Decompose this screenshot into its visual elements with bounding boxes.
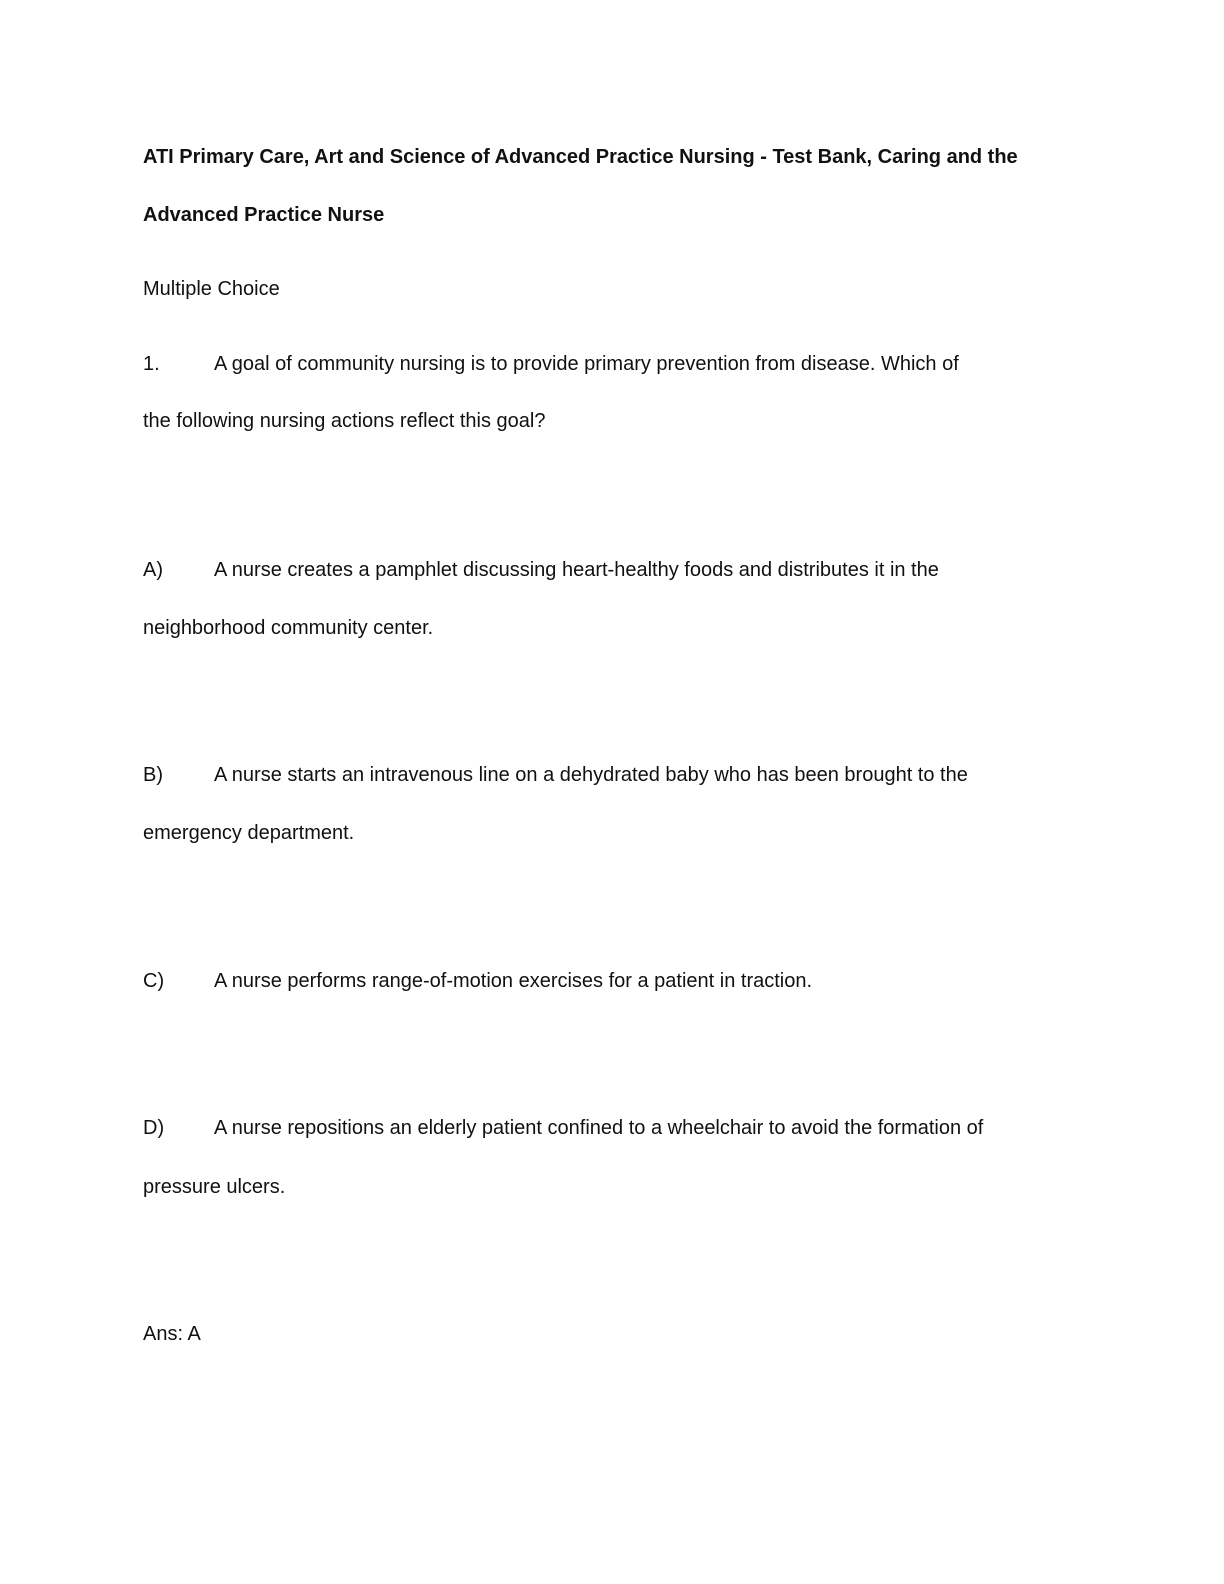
option-text-line-2: emergency department. — [143, 822, 355, 844]
question-text-line-2: the following nursing actions reflect this goal? — [143, 410, 546, 432]
answer-key: Ans: A — [143, 1323, 201, 1345]
option-label: D) — [143, 1117, 165, 1139]
option-label: A) — [143, 559, 163, 581]
option-text-line-2: pressure ulcers. — [143, 1176, 286, 1198]
section-heading: Multiple Choice — [143, 278, 280, 300]
question-text-line-1: A goal of community nursing is to provide primary prevention from disease. Which of — [214, 353, 959, 375]
option-text-line-1: A nurse creates a pamphlet discussing heart-healthy foods and distributes it in the — [214, 559, 939, 581]
option-label: C) — [143, 970, 165, 992]
document-title-line-2: Advanced Practice Nurse — [143, 204, 385, 226]
option-text-line-1: A nurse repositions an elderly patient confined to a wheelchair to avoid the formation of — [214, 1117, 984, 1139]
option-text-line-1: A nurse performs range-of-motion exercises for a patient in traction. — [214, 970, 813, 992]
question-number: 1. — [143, 353, 160, 375]
option-text-line-1: A nurse starts an intravenous line on a dehydrated baby who has been brought to the — [214, 764, 968, 786]
option-label: B) — [143, 764, 163, 786]
option-text-line-2: neighborhood community center. — [143, 617, 434, 639]
document-title-line-1: ATI Primary Care, Art and Science of Advanced Practice Nursing - Test Bank, Caring and the — [143, 146, 1018, 168]
